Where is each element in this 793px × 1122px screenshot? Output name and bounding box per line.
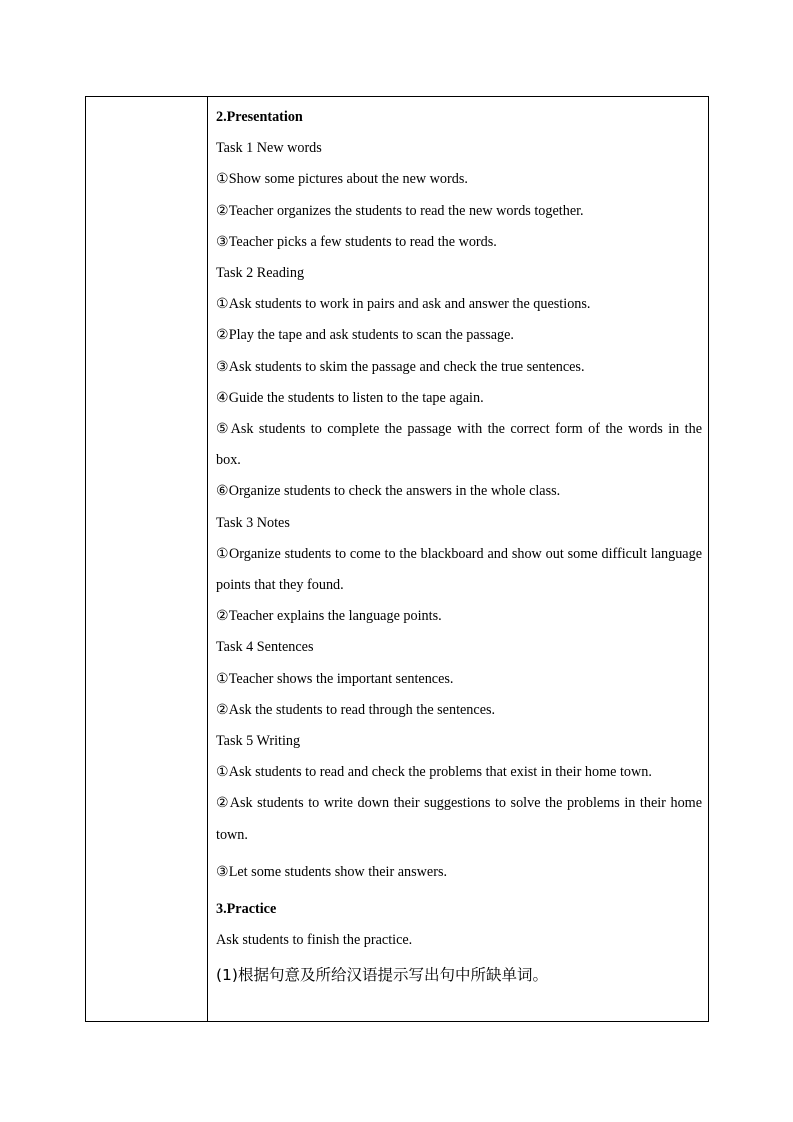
table-row (86, 97, 709, 1022)
presentation-heading: 2.Presentation (216, 109, 303, 125)
task2-step-5: ⑤Ask students to complete the passage with the correct form of the words in the box. (216, 421, 702, 469)
practice-instruction: Ask students to finish the practice. (216, 932, 413, 949)
task4-step-1: ①Teacher shows the important sentences. (216, 670, 454, 687)
task1-step-1: ①Show some pictures about the new words. (216, 171, 468, 188)
task5-title: Task 5 Writing (216, 733, 301, 750)
lesson-plan-table (85, 96, 709, 1022)
task1-title: Task 1 New words (216, 140, 322, 157)
task2-step-2: ②Play the tape and ask students to scan the passage. (216, 327, 514, 344)
task4-title: Task 4 Sentences (216, 639, 314, 656)
practice-exercise: (1)根据句意及所给汉语提示写出句中所缺单词。 (216, 966, 548, 985)
task4-step-2: ②Ask the students to read through the sentences. (216, 701, 496, 718)
task5-step-3: ③Let some students show their answers. (216, 863, 448, 880)
task5-step-1: ①Ask students to read and check the problems that exist in their home town. (216, 764, 652, 781)
task5-step-2: ②Ask students to write down their suggestions to solve the problems in their home town. (216, 795, 702, 843)
content-cell (208, 97, 709, 1022)
task1-step-3: ③Teacher picks a few students to read the words. (216, 233, 497, 250)
task2-step-6: ⑥Organize students to check the answers in the whole class. (216, 483, 561, 500)
task2-step-1: ①Ask students to work in pairs and ask and answer the questions. (216, 296, 591, 313)
practice-heading: 3.Practice (216, 901, 277, 918)
content-body (208, 97, 708, 992)
label-cell (86, 97, 208, 1022)
task3-title: Task 3 Notes (216, 514, 290, 531)
task3-step-2: ②Teacher explains the language points. (216, 608, 442, 625)
task3-step-1: ①Organize students to come to the blackboard and show out some difficult language points that they found. (216, 545, 702, 594)
task2-title: Task 2 Reading (216, 265, 305, 282)
task1-step-2: ②Teacher organizes the students to read the new words together. (216, 202, 584, 219)
task2-step-4: ④Guide the students to listen to the tape again. (216, 389, 484, 406)
task2-step-3: ③Ask students to skim the passage and check the true sentences. (216, 358, 585, 375)
